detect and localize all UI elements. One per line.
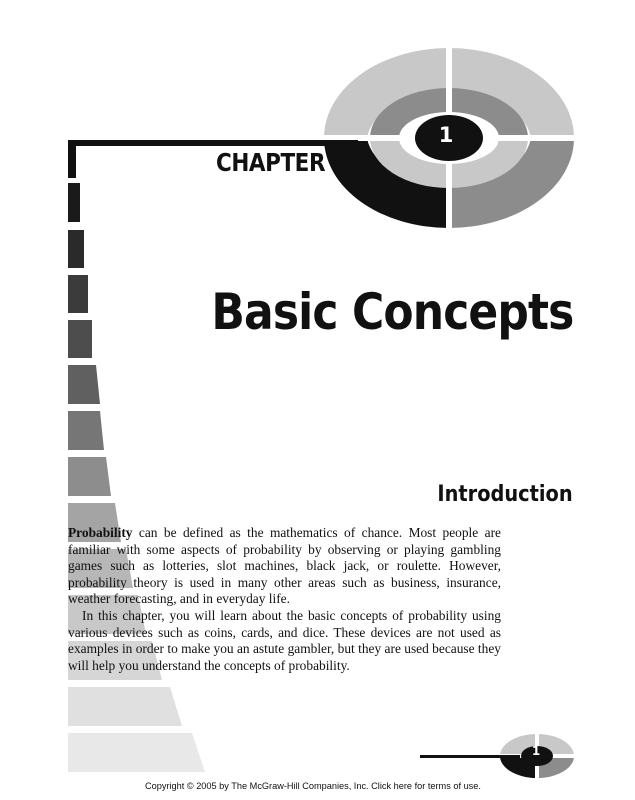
chapter-number: 1 xyxy=(438,123,454,147)
chapter-title: Basic Concepts xyxy=(210,283,573,341)
side-step-bars xyxy=(68,183,205,772)
footer-disc xyxy=(420,733,576,779)
paragraph-1 xyxy=(68,525,501,608)
chapter-label: CHAPTER xyxy=(216,148,326,177)
body-text xyxy=(68,525,501,674)
paragraph-1-text: can be defined as the mathematics of chance. Most people are familiar with some aspects of probability by observing or playing gambling games such as lotteries, slot machines, black jack, or roulette. However, probability theory is used in many other areas such as business, insurance, weather forecasting, and in everyday life. xyxy=(68,525,501,607)
copyright-link[interactable]: Copyright © 2005 by The McGraw-Hill Companies, Inc. Click here for terms of use. xyxy=(145,781,481,791)
page-number: 1 xyxy=(531,744,541,758)
paragraph-2: In this chapter, you will learn about the basic concepts of probability using various devices such as coins, cards, and dice. These devices are not used as examples in order to make you an astute gambler, but they are used because they will help you understand the concepts of probability. xyxy=(68,607,501,673)
key-term: Probability xyxy=(68,525,133,540)
section-heading: Introduction xyxy=(437,482,573,507)
footer-rule xyxy=(420,755,520,758)
